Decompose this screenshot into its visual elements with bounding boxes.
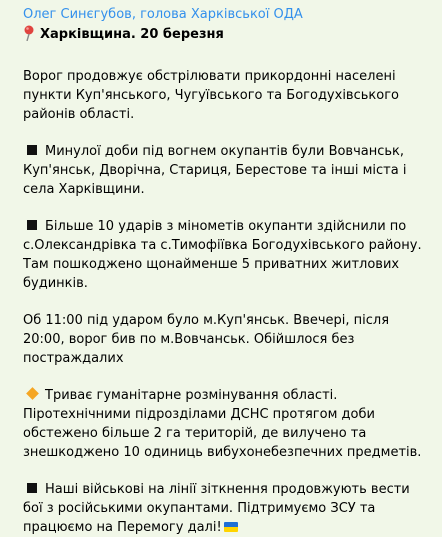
paragraph-mortar-text: Більше 10 ударів з мінометів окупанти здійснили по с.Олександрівка та с.Тимофіївка Богодухівського району. Там пошкоджено щонайменше 5 приватних житлових будинків.: [23, 219, 422, 291]
message-headline: [23, 25, 432, 45]
paragraph-kupiansk: Об 11:00 під ударом було м.Куп'янськ. Ввечері, після 20:00, ворог бив по м.Вовчанськ. Обійшлося без постраждалих: [23, 313, 390, 366]
intro-paragraph: Ворог продовжує обстрілювати прикордонні населені пункти Куп'янського, Чугуївського та Богодухівського районів області.: [23, 69, 399, 122]
ukraine-flag-icon: [224, 522, 238, 532]
paragraph-military: [23, 480, 432, 537]
paragraph-mortar: [23, 217, 432, 293]
sender-name[interactable]: Олег Синєгубов, голова Харківської ОДА: [23, 7, 303, 22]
headline-text: Харківщина. 20 березня: [40, 27, 224, 42]
paragraph-shelling: [23, 142, 432, 199]
orange-diamond-icon: [26, 387, 39, 400]
black-square-icon: [27, 220, 37, 230]
black-square-icon: [27, 483, 37, 493]
paragraph-shelling-text: Минулої доби під вогнем окупантів були Вовчанськ, Куп'янськ, Дворічна, Стариця, Берестове та інші міста і села Харківщини.: [23, 144, 407, 197]
paragraph-demining: [23, 386, 432, 462]
black-square-icon: [27, 145, 37, 155]
paragraph-military-text: Наші військові на лінії зіткнення продовжують вести бої з російськими окупантами. Підтримуємо ЗСУ та працюємо на Перемогу далі!: [23, 482, 410, 535]
paragraph-demining-text: Триває гуманітарне розмінування області. Піротехнічними підрозділами ДСНС протягом доби обстежено більше 2 га територій, де вилучено та знешкоджено 10 одиниць вибухонебезпечних предметів.: [23, 388, 422, 460]
pushpin-icon: [23, 25, 35, 41]
